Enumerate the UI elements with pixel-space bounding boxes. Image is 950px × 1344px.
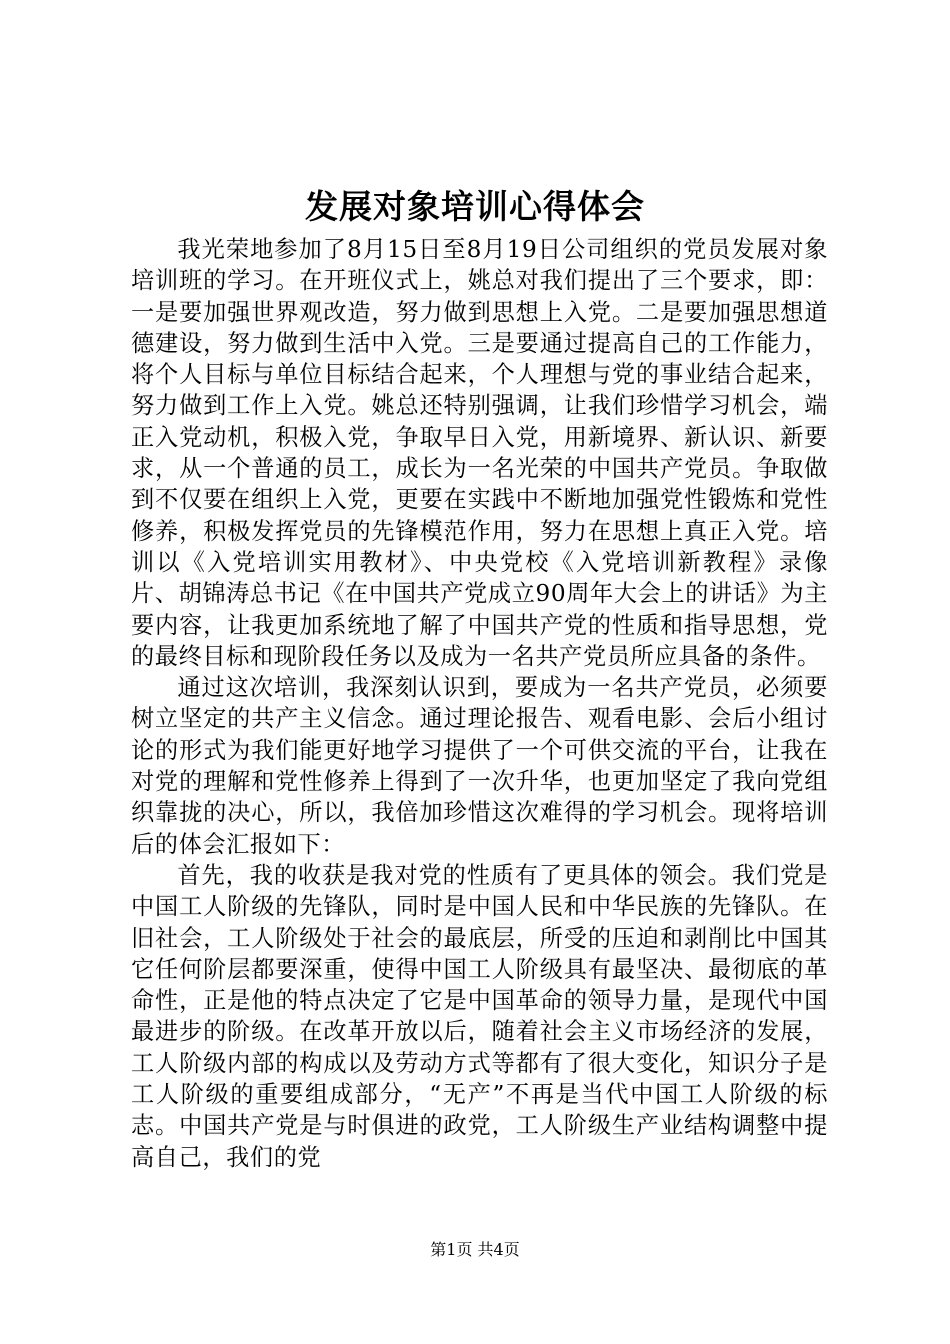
document-title: 发展对象培训心得体会 xyxy=(305,187,645,226)
paragraph-2: 通过这次培训，我深刻认识到，要成为一名共产党员，必须要树立坚定的共产主义信念。通过理论报告、观看电影、会后小组讨论的形式为我们能更好地学习提供了一个可供交流的平台，让我在对党的理解和党性修养上得到了一次升华，也更加坚定了我向党组织靠拢的决心，所以，我倍加珍惜这次难得的学习机会。现将培训后的体会汇报如下： xyxy=(131,674,828,858)
page-indicator: 第1页 共4页 xyxy=(430,1240,520,1259)
page-footer xyxy=(0,1240,950,1260)
paragraph-1: 我光荣地参加了8月15日至8月19日公司组织的党员发展对象培训班的学习。在开班仪式上，姚总对我们提出了三个要求，即：一是要加强世界观改造，努力做到思想上入党。二是要加强思想道德建设，努力做到生活中入党。三是要通过提高自己的工作能力，将个人目标与单位目标结合起来，个人理想与党的事业结合起来，努力做到工作上入党。姚总还特别强调，让我们珍惜学习机会，端正入党动机，积极入党，争取早日入党，用新境界、新认识、新要求，从一个普通的员工，成长为一名光荣的中国共产党员。争取做到不仅要在组织上入党，更要在实践中不断地加强党性锻炼和党性修养，积极发挥党员的先锋模范作用，努力在思想上真正入党。培训以《入党培训实用教材》、中央党校《入党培训新教程》录像片、胡锦涛总书记《在中国共产党成立90周年大会上的讲话》为主要内容，让我更加系统地了解了中国共产党的性质和指导思想，党的最终目标和现阶段任务以及成为一名共产党员所应具备的条件。 xyxy=(131,236,828,670)
paragraph-3: 首先，我的收获是我对党的性质有了更具体的领会。我们党是中国工人阶级的先锋队，同时是中国人民和中华民族的先锋队。在旧社会，工人阶级处于社会的最底层，所受的压迫和剥削比中国其它任何阶层都要深重，使得中国工人阶级具有最坚决、最彻底的革命性，正是他的特点决定了它是中国革命的领导力量，是现代中国最进步的阶级。在改革开放以后，随着社会主义市场经济的发展，工人阶级内部的构成以及劳动方式等都有了很大变化，知识分子是工人阶级的重要组成部分，“无产”不再是当代中国工人阶级的标志。中国共产党是与时俱进的政党，工人阶级生产业结构调整中提高自己，我们的党 xyxy=(131,861,828,1171)
document-body xyxy=(131,234,828,1173)
